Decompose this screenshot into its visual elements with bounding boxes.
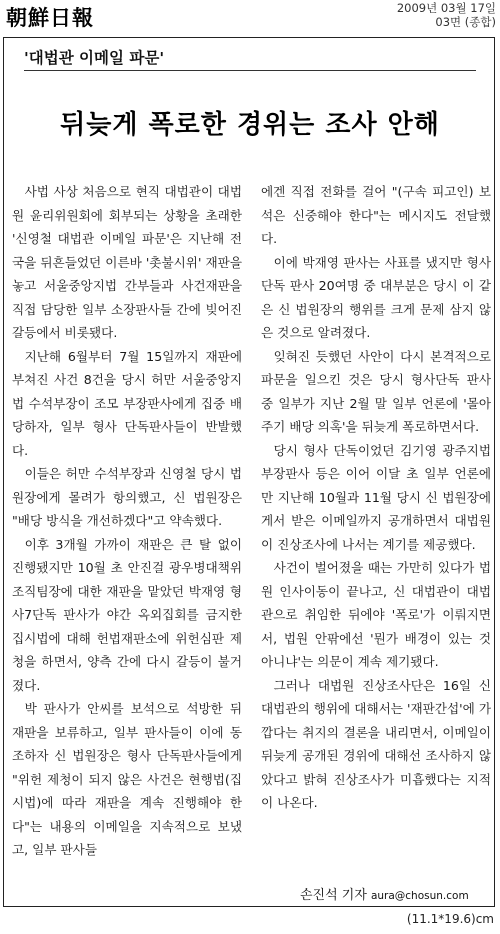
- article-headline: 뒤늦게 폭로한 경위는 조사 안해: [60, 110, 440, 140]
- article-paragraph: 지난해 6월부터 7월 15일까지 재판에 부쳐진 사건 8건을 당시 허만 서울중앙지법 수석부장이 조모 부장판사에게 집중 배당하자, 일부 형사 단독판사들이 반발했다.: [12, 348, 242, 458]
- article-paragraph: 사건이 벌어졌을 때는 가만히 있다가 법원 인사이동이 끝나고, 신 대법관이 대법관으로 취임한 뒤에야 '폭로'가 이뤄지면서, 법원 안팎에선 '뭔가 배경이 있는 것 아니냐'는 의문이 계속 제기됐다.: [261, 560, 491, 669]
- page-section: 03면 (종합): [435, 15, 496, 29]
- article-kicker: '대법관 이메일 파문': [24, 49, 165, 67]
- masthead: [0, 0, 500, 38]
- kicker-divider: [24, 70, 476, 71]
- article-paragraph: 박 판사가 안씨를 보석으로 석방한 뒤 재판을 보류하고, 일부 판사들이 이에 동조하자 신 법원장은 형사 단독판사들에게 "위헌 제청이 되지 않은 사건은 현행법(집시법)에 따라 재판을 계속 진행해야 한다"는 내용의 이메일을 지속적으로 보냈고, 일부 판사들: [12, 701, 242, 857]
- article-paragraph: 사법 사상 처음으로 현직 대법관이 대법원 윤리위원회에 회부되는 상황을 초래한 '신영철 대법관 이메일 파문'은 지난해 전국을 뒤흔들었던 이른바 '촛불시위' 재판을 놓고 서울중앙지법 간부들과 사건재판을 직접 담당한 일부 소장판사들 간에 빚어진 갈등에서 비롯됐다.: [12, 184, 242, 340]
- newspaper-logo: 朝鮮日報: [6, 5, 94, 30]
- article-paragraph: 이후 3개월 가까이 재판은 큰 탈 없이 진행됐지만 10월 초 안진걸 광우병대책위 조직팀장에 대한 재판을 맡았던 박재영 형사7단독 판사가 야간 옥외집회를 금지한 집시법에 대해 헌법재판소에 위헌심판 제청을 하면서, 양측 간에 다시 갈등이 불거졌다.: [12, 536, 242, 693]
- article-paragraph: 그러나 대법원 진상조사단은 16일 신 대법관의 행위에 대해서는 '재판간섭'에 가깝다는 취지의 결론을 내리면서, 이메일이 뒤늦게 공개된 경위에 대해선 조사하지 않았다고 밝혀 진상조사가 미흡했다는 지적이 나온다.: [261, 677, 491, 810]
- article-paragraph: 이에 박재영 판사는 사표를 냈지만 형사단독 판사 20여명 중 대부분은 당시 이 같은 신 법원장의 행위를 크게 문제 삼지 않은 것으로 알려졌다.: [261, 254, 491, 340]
- article-paragraph: 잊혀진 듯했던 사안이 다시 본격적으로 파문을 일으킨 것은 당시 형사단독 판사 중 일부가 지난 2월 말 일부 언론에 '몰아주기 배당 의혹'을 뒤늦게 폭로하면서다.: [261, 348, 491, 434]
- clipping-size-note: (11.1*19.6)cm: [406, 912, 494, 926]
- article-column-right: [261, 180, 491, 815]
- article-paragraph-continued: 에겐 직접 전화를 걸어 "(구속 피고인) 보석은 신중해야 한다"는 메시지도 전달했다.: [261, 184, 491, 246]
- publication-info: [397, 1, 496, 29]
- reporter-name: 손진석 기자: [300, 888, 367, 903]
- reporter-email: aura@chosun.com: [370, 890, 469, 902]
- article-paragraph: 당시 형사 단독이었던 김기영 광주지법 부장판사 등은 이어 이달 초 일부 언론에만 지난해 10월과 11월 당시 신 법원장에게서 받은 이메일까지 공개하면서 대법원이 진상조사에 나서는 계기를 제공했다.: [261, 442, 491, 552]
- article-column-left: [12, 180, 242, 862]
- byline: [300, 884, 469, 903]
- publication-date: 2009년 03월 17일: [396, 1, 496, 15]
- article-paragraph: 이들은 허만 수석부장과 신영철 당시 법원장에게 몰려가 항의했고, 신 법원장은 "배당 방식을 개선하겠다"고 약속했다.: [12, 466, 242, 528]
